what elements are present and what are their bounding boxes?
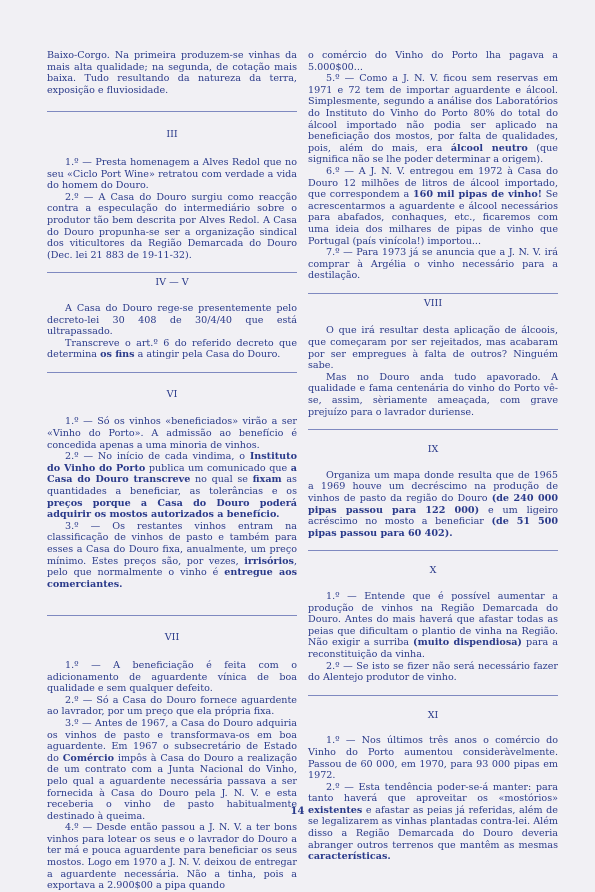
- section-heading-vii: VII: [164, 632, 180, 644]
- paragraph: Baixo-Corgo. Na primeira produzem-se vinhas da mais alta qualidade; na segunda, de cotação mais baixa. Tudo resultando da natureza da terra, exposição e fluviosidade.: [47, 50, 297, 96]
- paragraph: 1.º — A beneficiação é feita com o adicionamento de aguardente vínica de boa qualidade e sem qualquer defeito.: [47, 659, 297, 695]
- paragraph: 3.º — Os restantes vinhos entram na classificação de vinhos de pasto e também para esses a Casa do Douro fixa, anualmente, um preço mínimo. Estes preços são, por vezes, irrisórios, pelo que normalmente o vinho é entregue aos comerciantes.: [47, 520, 297, 590]
- section-heading-iv-v: IV — V: [155, 277, 189, 289]
- paragraph: 1.º — Nos últimos três anos o comércio do Vinho do Porto aumentou consideràvelmente. Passou de 60 000, em 1970, para 93 000 pipas em 1972.: [308, 735, 558, 782]
- paragraph: 2.º — No início de cada vindima, o Instituto do Vinho do Porto publica um comunicado que a Casa do Douro transcreve no qual se fixam as quantidades a beneficiar, as tolerâncias e os preços porque a Casa do Douro poderá adquirir os mostos autorizados a benefício.: [47, 451, 297, 521]
- section-divider: [47, 272, 297, 273]
- section-heading-ix: IX: [427, 444, 439, 456]
- section-divider: [308, 293, 558, 294]
- paragraph: 1.º — Só os vinhos «beneficiados» virão a ser «Vinho do Porto». A admissão ao benefício é concedida apenas a uma minoria de vinhos.: [47, 416, 297, 451]
- left-column: [47, 50, 297, 892]
- section-divider: [47, 111, 297, 112]
- paragraph: 1.º — Entende que é possível aumentar a produção de vinhos na Região Demarcada do Douro. Antes do mais haverá que afastar todas as peias que dificultam o plantio de vinha na Região. Não exigir a surriba (muito dispendiosa) para a reconstituição da vinha.: [308, 590, 558, 660]
- section-divider: [308, 429, 558, 430]
- paragraph: 5.º — Como a J. N. V. ficou sem reservas em 1971 e 72 tem de importar aguardente e álcool. Simplesmente, segundo a análise dos Laboratórios do Instituto do Vinho do Porto 80% do total do álcool importado não podia ser aplicado na beneficiação dos mostos, por falta de qualidades, pois, além do mais, era álcool neutro (que significa não se lhe poder determinar a origem).: [308, 73, 558, 166]
- paragraph: Mas no Douro anda tudo apavorado. A qualidade e fama centenária do vinho do Porto vê-se, assim, sèriamente ameaçada, com grave prejuízo para o lavrador duriense.: [308, 371, 558, 418]
- section-divider: [308, 550, 558, 551]
- paragraph: Organiza um mapa donde resulta que de 1965 a 1969 houve um decréscimo na produção de vinhos de pasto da região do Douro (de 240 000 pipas passou para 122 000) e um ligeiro acréscimo no mosto a beneficiar (de 51 500 pipas passou para 60 402).: [308, 469, 558, 539]
- section-heading-viii: VIII: [423, 297, 443, 309]
- paragraph: 2.º — Só a Casa do Douro fornece aguardente ao lavrador, por um preço que ela própria fixa.: [47, 694, 297, 718]
- section-heading-vi: VI: [166, 388, 178, 400]
- paragraph: 6.º — A J. N. V. entregou em 1972 à Casa do Douro 12 milhões de litros de álcool importado, que correspondem a 160 mil pipas de vinho! Se acrescentarmos a aguardente e álcool necessários para abafados, conhaques, etc., ficaremos com uma ideia dos milhares de pipas de vinho que Portugal (país vinícola!) importou...: [308, 165, 558, 247]
- section-divider: [47, 615, 297, 616]
- paragraph: A Casa do Douro rege-se presentemente pelo decreto-lei 30 408 de 30/4/40 que está ultrapassado.: [47, 302, 297, 338]
- right-column: [308, 50, 558, 863]
- paragraph: 2.º — Esta tendência poder-se-á manter: para tanto haverá que aproveitar os «mostórios» existentes e afastar as peias já referidas, além de se legalizarem as vinhas plantadas contra-lei. Além disso a Região Demarcada do Douro deveria abranger outros terrenos que mantêm as mesmas características.: [308, 781, 558, 863]
- section-divider: [308, 695, 558, 696]
- paragraph: O que irá resultar desta aplicação de álcoois, que começaram por ser rejeitados, mas acabaram por ser empregues à falta de outros? Ninguém sabe.: [308, 325, 558, 372]
- paragraph: 2.º — Se isto se fizer não será necessário fazer do Alentejo produtor de vinho.: [308, 660, 558, 684]
- paragraph: o comércio do Vinho do Porto lha pagava a 5.000$00...: [308, 50, 558, 73]
- paragraph: 3.º — Antes de 1967, a Casa do Douro adquiria os vinhos de pasto e transformava-os em boa aguardente. Em 1967 o subsecretário de Estado do Comércio impôs à Casa do Douro a realização de um contrato com a Junta Nacional do Vinho, pelo qual a aguardente necessária passava a ser fornecida à Casa do Douro pela J. N. V. e esta receberia o vinho de pasto habitualmente destinado à queima.: [47, 717, 297, 822]
- paragraph: 4.º — Desde então passou a J. N. V. a ter bons vinhos para lotear os seus e o lavrador do Douro a ter má e pouca aguardente para beneficiar os seus mostos. Logo em 1970 a J. N. V. deixou de entregar a aguardente necessária. Não a tinha, pois a exportava a 2.900$00 a pipa quando: [47, 822, 297, 892]
- section-heading-iii: III: [166, 129, 178, 141]
- section-divider: [47, 372, 297, 373]
- section-heading-xi: XI: [427, 709, 439, 721]
- paragraph: Transcreve o art.º 6 do referido decreto que determina os fins a atingir pela Casa do Douro.: [47, 337, 297, 361]
- page-number: 14: [290, 806, 305, 817]
- section-heading-x: X: [429, 565, 437, 577]
- paragraph: 1.º — Presta homenagem a Alves Redol que no seu «Ciclo Port Wine» retratou com verdade a vida do homem do Douro.: [47, 156, 297, 192]
- paragraph: 2.º — A Casa do Douro surgiu como reacção contra a especulação do intermediário sobre o produtor tão bem descrita por Alves Redol. A Casa do Douro propunha-se ser a organização sindical dos viticultores da Região Demarcada do Douro (Dec. lei 21 883 de 19-11-32).: [47, 191, 297, 261]
- paragraph: 7.º — Para 1973 já se anuncia que a J. N. V. irá comprar à Argélia o vinho necessário para a destilação.: [308, 247, 558, 282]
